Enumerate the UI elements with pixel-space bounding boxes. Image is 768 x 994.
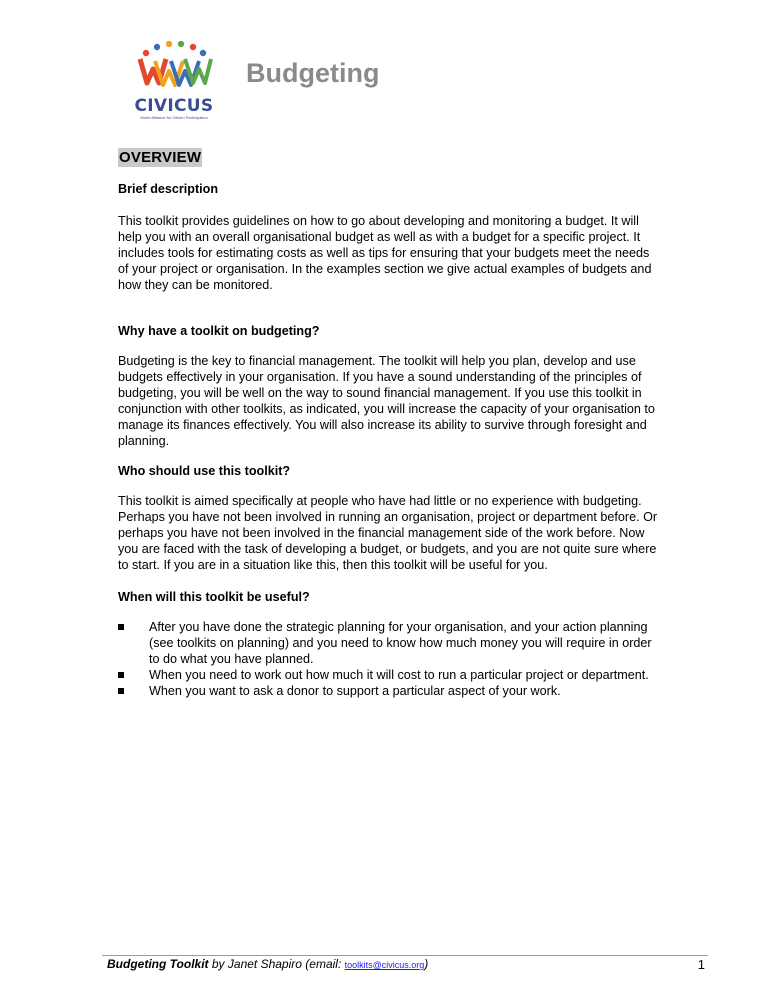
when-heading: When will this toolkit be useful? <box>118 590 310 604</box>
footer-author: by Janet Shapiro (email: <box>208 957 345 971</box>
brief-description-heading: Brief description <box>118 182 219 196</box>
footer-toolkit-title: Budgeting Toolkit <box>107 957 209 971</box>
square-bullet-icon <box>118 624 124 630</box>
why-heading: Why have a toolkit on budgeting? <box>118 324 320 338</box>
list-item: When you need to work out how much it will cost to run a particular project or department. <box>118 667 658 683</box>
page-number: 1 <box>697 957 705 972</box>
list-item: When you want to ask a donor to support a particular aspect of your work. <box>118 683 658 699</box>
document-body <box>118 148 658 699</box>
document-title: Budgeting <box>246 58 380 88</box>
brief-description-text: This toolkit provides guidelines on how to go about developing and monitoring a budget. It will help you with an overall organisational budget as well as with a budget for a specific project. It includes tools for estimating costs as well as tips for ensuring that your budgets meet the needs of your project or organisation. In the examples section we give actual examples of budgets and how they can be monitored. <box>118 214 652 292</box>
overview-heading: OVERVIEW <box>119 149 202 166</box>
who-text: This toolkit is aimed specifically at people who have had little or no experience with budgeting. Perhaps you have not been involved in running an organisation, project or department before. Or perhaps you have not been involved in the financial management side of the work before. Now you are faced with the task of developing a budget, or budgets, and you are not quite sure where to start. If you are in a situation like this, then this toolkit will be useful for you. <box>118 494 658 572</box>
why-text: Budgeting is the key to financial management. The toolkit will help you plan, develop and use budgets effectively in your organisation. If you have a sound understanding of the principles of budgeting, you will be well on the way to sound financial management. If you use this toolkit in conjunction with other toolkits, as indicated, you will increase the capacity of your organisation to manage its finances effectively. You will also increase its ability to survive through foresight and planning. <box>118 354 655 448</box>
who-heading: Who should use this toolkit? <box>118 464 291 478</box>
logo-figures-graphic <box>133 41 215 99</box>
logo-name: CIVICUS <box>134 96 214 116</box>
page-footer <box>102 955 708 974</box>
footer-email-link[interactable]: toolkits@civicus.org <box>344 960 425 970</box>
when-list <box>118 619 658 699</box>
square-bullet-icon <box>118 688 124 694</box>
civicus-logo <box>133 41 215 123</box>
footer-credit <box>107 957 428 972</box>
footer-close-paren: ) <box>424 957 429 971</box>
square-bullet-icon <box>118 672 124 678</box>
list-item: After you have done the strategic planning for your organisation, and your action planning (see toolkits on planning) and you need to know how much money you will require in order to do what you have planned. <box>118 619 658 667</box>
logo-tagline: World Alliance for Citizen Participation <box>140 115 208 120</box>
